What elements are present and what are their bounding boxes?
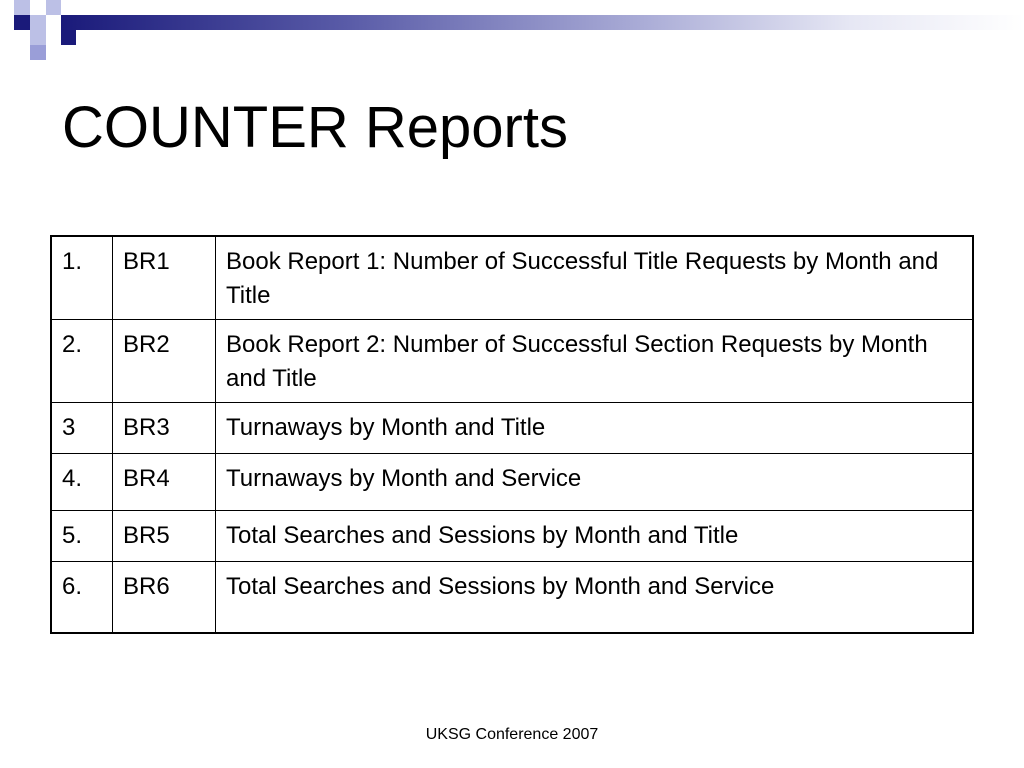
- report-code: BR4: [113, 454, 216, 511]
- decor-square: [46, 0, 61, 15]
- table-row: [51, 320, 973, 403]
- row-number: 3: [51, 403, 113, 454]
- footer-text: UKSG Conference 2007: [425, 726, 599, 743]
- decor-square: [30, 30, 46, 45]
- decor-square: [14, 15, 30, 30]
- table-row: [51, 403, 973, 454]
- report-description: Book Report 2: Number of Successful Section Requests by Month and Title: [216, 320, 974, 403]
- row-number: 1.: [51, 236, 113, 320]
- report-code: BR1: [113, 236, 216, 320]
- decor-square: [61, 30, 76, 45]
- decor-square: [30, 15, 46, 30]
- decor-square: [14, 0, 30, 15]
- row-number: 4.: [51, 454, 113, 511]
- row-number: 2.: [51, 320, 113, 403]
- slide-footer: [0, 726, 1024, 744]
- decor-square: [46, 15, 61, 30]
- slide-title: COUNTER Reports: [62, 95, 568, 160]
- decor-square: [30, 45, 46, 60]
- table-row: [51, 236, 973, 320]
- report-code: BR3: [113, 403, 216, 454]
- table-row: [51, 511, 973, 562]
- report-description: Turnaways by Month and Service: [216, 454, 974, 511]
- report-description: Total Searches and Sessions by Month and Service: [216, 562, 974, 634]
- row-number: 5.: [51, 511, 113, 562]
- report-code: BR5: [113, 511, 216, 562]
- report-description: Turnaways by Month and Title: [216, 403, 974, 454]
- header-gradient-bar: [61, 15, 1024, 30]
- report-code: BR6: [113, 562, 216, 634]
- report-code: BR2: [113, 320, 216, 403]
- reports-table: [50, 235, 974, 634]
- report-description: Total Searches and Sessions by Month and Title: [216, 511, 974, 562]
- table-row: [51, 454, 973, 511]
- table-row: [51, 562, 973, 634]
- row-number: 6.: [51, 562, 113, 634]
- report-description: Book Report 1: Number of Successful Title Requests by Month and Title: [216, 236, 974, 320]
